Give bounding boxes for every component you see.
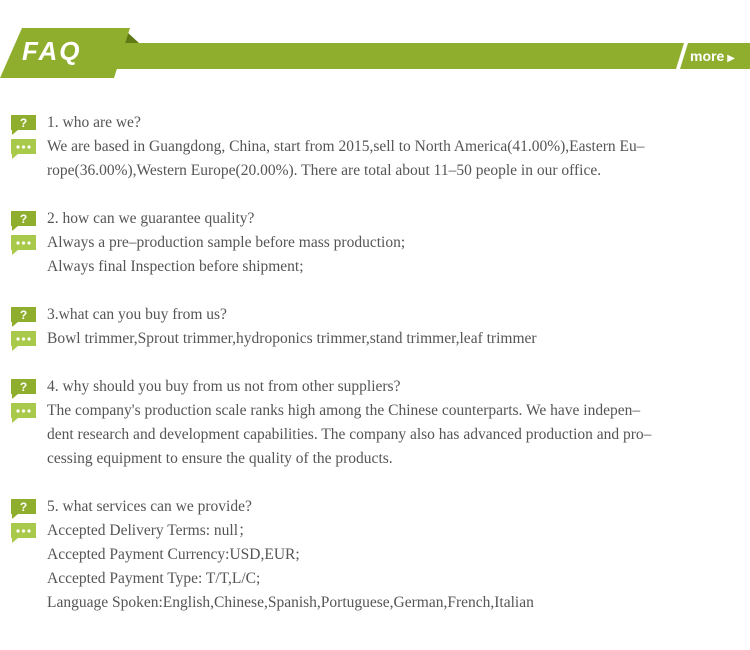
faq-answer-line: Accepted Payment Type: T/T,L/C; bbox=[47, 570, 261, 587]
faq-item-4 bbox=[0, 375, 750, 471]
speech-bubble-icon bbox=[10, 522, 37, 544]
faq-answer-line: dent research and development capabilities. The company also has advanced production and pro– bbox=[47, 426, 652, 443]
faq-title: FAQ bbox=[22, 36, 82, 66]
svg-text:?: ? bbox=[19, 500, 28, 514]
faq-answer-line: We are based in Guangdong, China, start from 2015,sell to North America(41.00%),Eastern Eu– bbox=[47, 138, 645, 155]
more-label: more bbox=[690, 48, 725, 64]
faq-answer-line: Bowl trimmer,Sprout trimmer,hydroponics trimmer,stand trimmer,leaf trimmer bbox=[47, 330, 537, 347]
faq-answer-line: The company's production scale ranks high among the Chinese counterparts. We have indepen– bbox=[47, 402, 641, 419]
question-icon bbox=[10, 114, 37, 136]
faq-question: 1. who are we? bbox=[47, 114, 141, 131]
play-arrow-icon: ▶ bbox=[727, 53, 735, 64]
faq-question: 4. why should you buy from us not from other suppliers? bbox=[47, 378, 401, 395]
more-link[interactable] bbox=[690, 48, 735, 64]
faq-answer-line: Always a pre–production sample before mass production; bbox=[47, 234, 406, 251]
question-icon bbox=[10, 306, 37, 328]
faq-answer-line: Accepted Payment Currency:USD,EUR; bbox=[47, 546, 300, 563]
faq-question: 3.what can you buy from us? bbox=[47, 306, 227, 323]
faq-answer-line: Accepted Delivery Terms: null； bbox=[47, 522, 254, 539]
faq-answer-line: Language Spoken:English,Chinese,Spanish,Portuguese,German,French,Italian bbox=[47, 594, 534, 611]
faq-item-5 bbox=[0, 495, 750, 615]
speech-bubble-icon bbox=[10, 330, 37, 352]
svg-text:?: ? bbox=[19, 380, 28, 394]
faq-banner bbox=[0, 28, 750, 80]
faq-answer-line: rope(36.00%),Western Europe(20.00%). There are total about 11–50 people in our office. bbox=[47, 162, 602, 179]
faq-item-1 bbox=[0, 111, 750, 183]
question-icon bbox=[10, 378, 37, 400]
faq-item-3 bbox=[0, 303, 750, 351]
faq-answer-line: cessing equipment to ensure the quality of the products. bbox=[47, 450, 393, 467]
banner-background bbox=[0, 28, 750, 80]
svg-text:?: ? bbox=[19, 116, 28, 130]
question-icon bbox=[10, 210, 37, 232]
faq-question: 2. how can we guarantee quality? bbox=[47, 210, 255, 227]
svg-text:?: ? bbox=[19, 308, 28, 322]
faq-question: 5. what services can we provide? bbox=[47, 498, 252, 515]
speech-bubble-icon bbox=[10, 234, 37, 256]
speech-bubble-icon bbox=[10, 402, 37, 424]
svg-text:?: ? bbox=[19, 212, 28, 226]
speech-bubble-icon bbox=[10, 138, 37, 160]
faq-item-2 bbox=[0, 207, 750, 279]
question-icon bbox=[10, 498, 37, 520]
faq-answer-line: Always final Inspection before shipment; bbox=[47, 258, 304, 275]
